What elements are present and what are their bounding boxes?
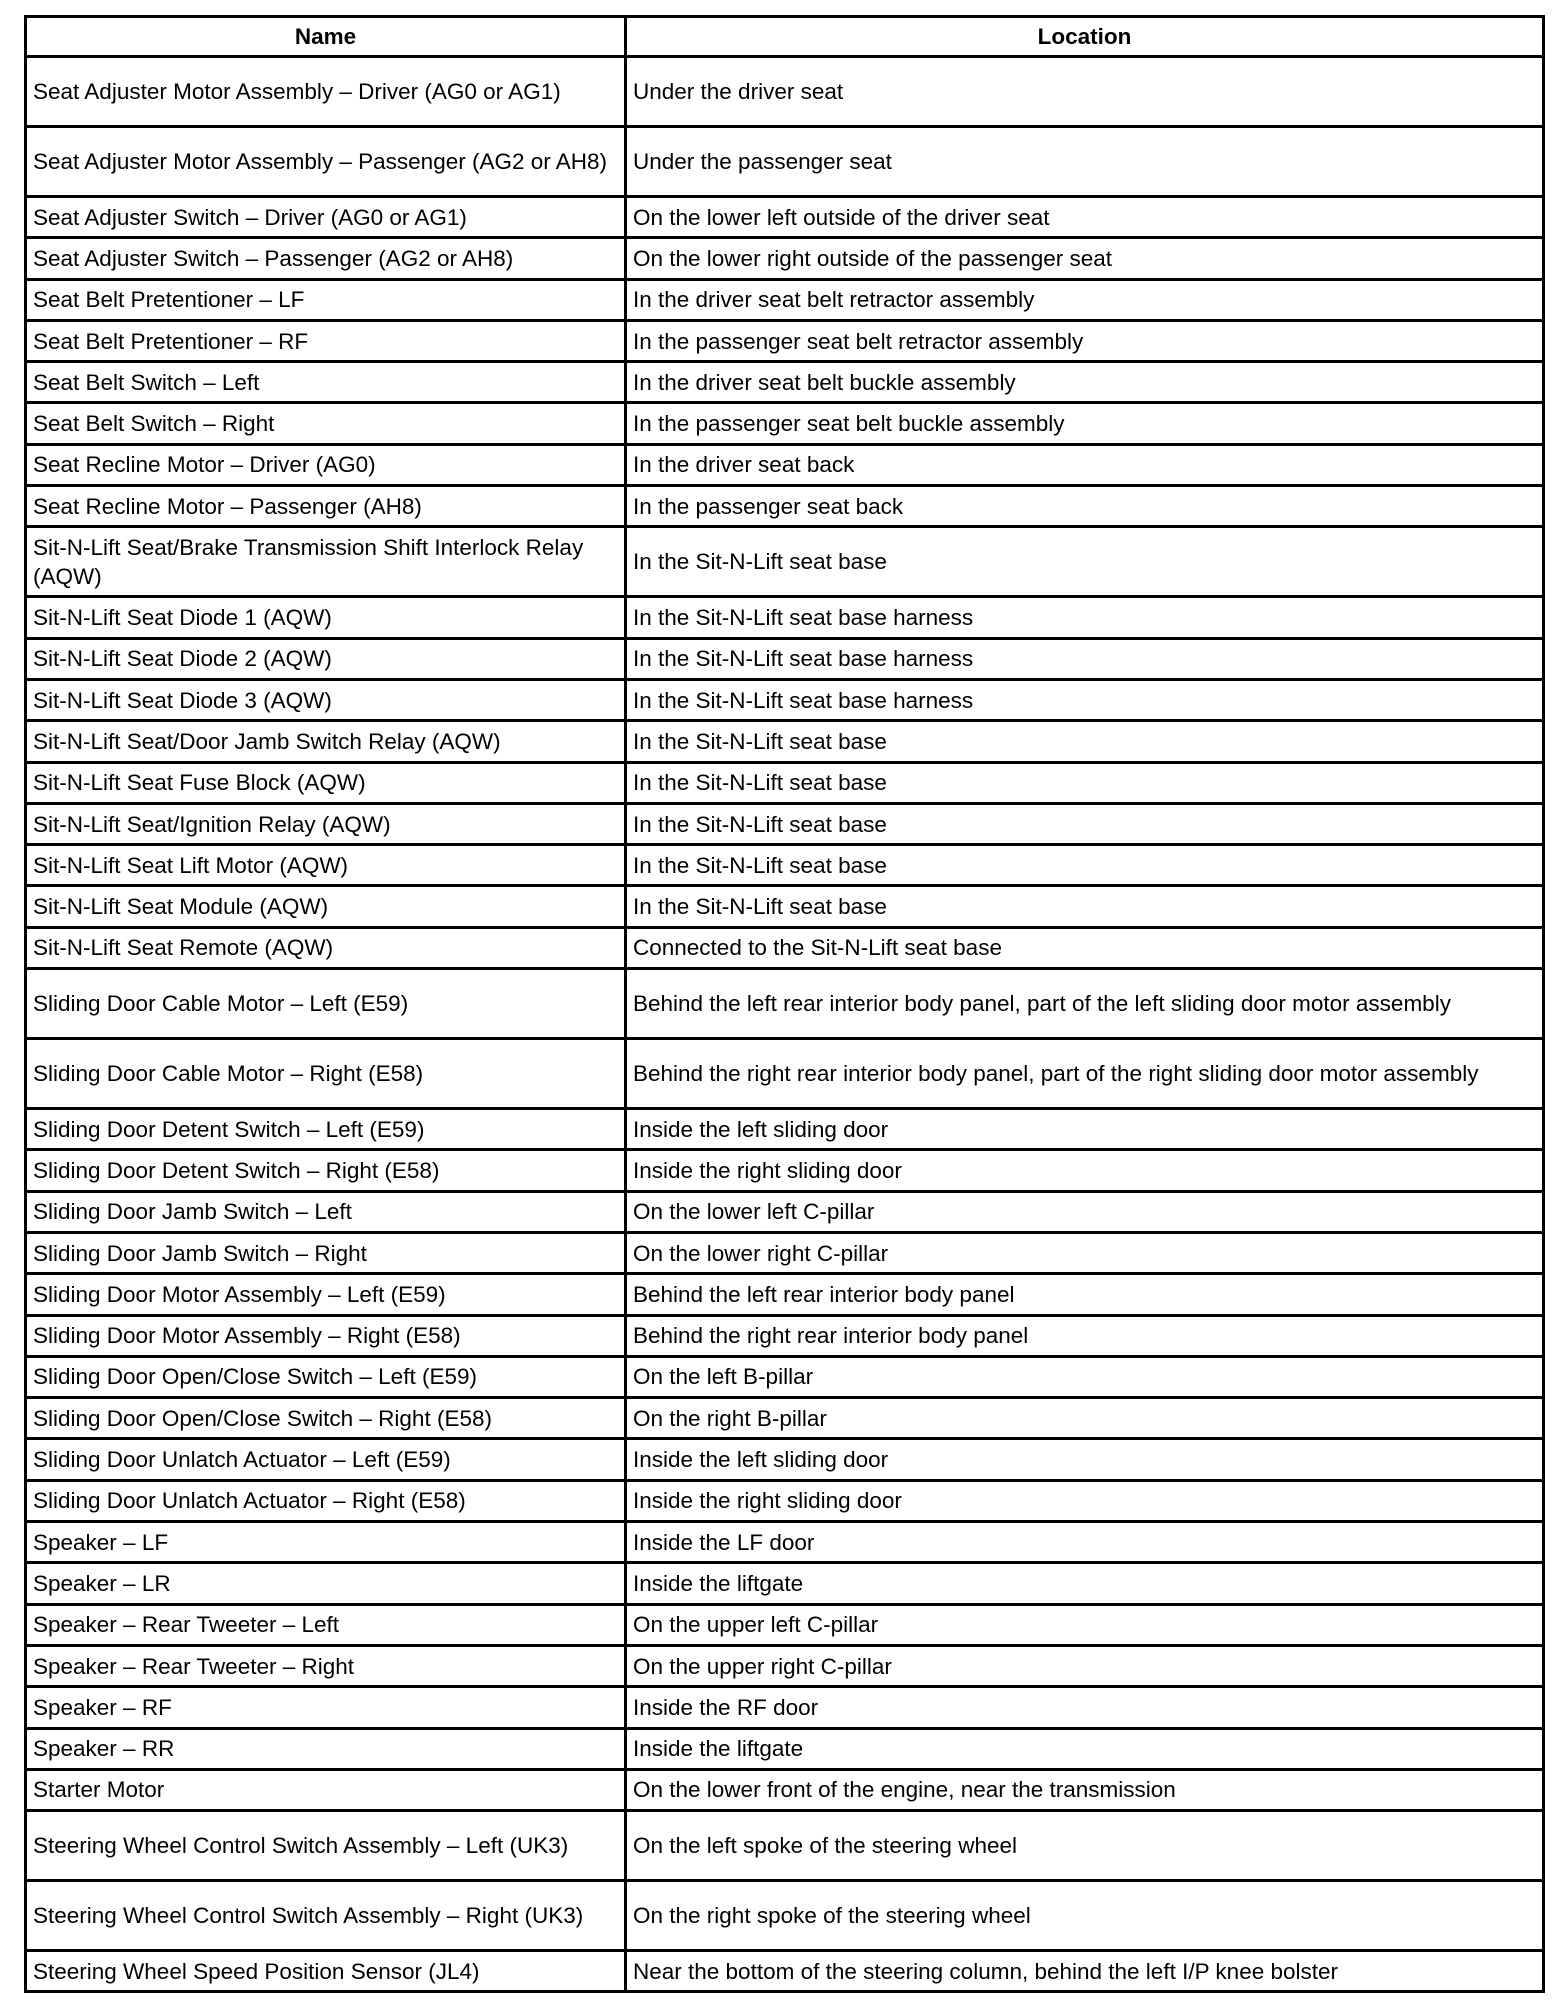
cell-name: Seat Adjuster Switch – Driver (AG0 or AG1): [26, 197, 626, 238]
cell-name: Sit-N-Lift Seat Remote (AQW): [26, 927, 626, 968]
cell-name: Sliding Door Jamb Switch – Right: [26, 1232, 626, 1273]
cell-location: In the driver seat back: [626, 444, 1544, 485]
cell-location: Connected to the Sit-N-Lift seat base: [626, 927, 1544, 968]
cell-name: Sliding Door Unlatch Actuator – Left (E59): [26, 1439, 626, 1480]
cell-name: Seat Adjuster Motor Assembly – Passenger (AG2 or AH8): [26, 127, 626, 197]
cell-location: On the right B-pillar: [626, 1398, 1544, 1439]
cell-name: Speaker – Rear Tweeter – Right: [26, 1645, 626, 1686]
table-row: [26, 1191, 1544, 1232]
table-row: [26, 1150, 1544, 1191]
cell-name: Seat Adjuster Switch – Passenger (AG2 or AH8): [26, 238, 626, 279]
cell-name: Sit-N-Lift Seat/Ignition Relay (AQW): [26, 803, 626, 844]
cell-location: In the Sit-N-Lift seat base: [626, 527, 1544, 597]
cell-name: Seat Belt Pretentioner – RF: [26, 320, 626, 361]
cell-location: In the Sit-N-Lift seat base harness: [626, 597, 1544, 638]
cell-location: On the right spoke of the steering wheel: [626, 1881, 1544, 1951]
cell-location: Behind the right rear interior body panel: [626, 1315, 1544, 1356]
cell-location: Near the bottom of the steering column, behind the left I/P knee bolster: [626, 1951, 1544, 1992]
component-location-table-wrapper: [24, 15, 1542, 1993]
table-row: [26, 1951, 1544, 1992]
table-row: [26, 1398, 1544, 1439]
cell-name: Speaker – RR: [26, 1728, 626, 1769]
cell-location: On the left B-pillar: [626, 1356, 1544, 1397]
cell-name: Sliding Door Motor Assembly – Right (E58): [26, 1315, 626, 1356]
table-row: [26, 1274, 1544, 1315]
table-row: [26, 1769, 1544, 1810]
cell-name: Sit-N-Lift Seat Fuse Block (AQW): [26, 762, 626, 803]
cell-name: Seat Belt Switch – Right: [26, 403, 626, 444]
cell-name: Seat Adjuster Motor Assembly – Driver (AG0 or AG1): [26, 57, 626, 127]
cell-location: In the Sit-N-Lift seat base: [626, 845, 1544, 886]
cell-name: Sit-N-Lift Seat/Brake Transmission Shift Interlock Relay (AQW): [26, 527, 626, 597]
table-header: [26, 17, 1544, 57]
table-row: [26, 1356, 1544, 1397]
cell-name: Sit-N-Lift Seat Lift Motor (AQW): [26, 845, 626, 886]
table-row: [26, 238, 1544, 279]
cell-location: On the lower front of the engine, near the transmission: [626, 1769, 1544, 1810]
cell-location: Behind the left rear interior body panel: [626, 1274, 1544, 1315]
cell-location: On the lower left C-pillar: [626, 1191, 1544, 1232]
cell-location: Inside the LF door: [626, 1522, 1544, 1563]
cell-name: Speaker – Rear Tweeter – Left: [26, 1604, 626, 1645]
cell-name: Seat Recline Motor – Passenger (AH8): [26, 486, 626, 527]
cell-location: Inside the right sliding door: [626, 1480, 1544, 1521]
cell-name: Sliding Door Open/Close Switch – Left (E59): [26, 1356, 626, 1397]
cell-name: Speaker – LF: [26, 1522, 626, 1563]
table-row: [26, 1687, 1544, 1728]
cell-location: Behind the right rear interior body panel, part of the right sliding door motor assembly: [626, 1039, 1544, 1109]
table-row: [26, 597, 1544, 638]
table-row: [26, 845, 1544, 886]
cell-name: Sliding Door Detent Switch – Left (E59): [26, 1109, 626, 1150]
cell-name: Sliding Door Unlatch Actuator – Right (E58): [26, 1480, 626, 1521]
cell-name: Speaker – RF: [26, 1687, 626, 1728]
cell-location: Behind the left rear interior body panel, part of the left sliding door motor assembly: [626, 969, 1544, 1039]
table-row: [26, 1039, 1544, 1109]
table-row: [26, 279, 1544, 320]
table-row: [26, 486, 1544, 527]
table-row: [26, 1232, 1544, 1273]
cell-name: Speaker – LR: [26, 1563, 626, 1604]
table-row: [26, 57, 1544, 127]
table-row: [26, 1439, 1544, 1480]
cell-location: In the passenger seat back: [626, 486, 1544, 527]
cell-location: Inside the left sliding door: [626, 1439, 1544, 1480]
table-row: [26, 1811, 1544, 1881]
cell-location: In the driver seat belt retractor assembly: [626, 279, 1544, 320]
table-row: [26, 927, 1544, 968]
cell-name: Sit-N-Lift Seat Diode 3 (AQW): [26, 679, 626, 720]
cell-location: In the passenger seat belt retractor assembly: [626, 320, 1544, 361]
cell-location: On the lower right outside of the passenger seat: [626, 238, 1544, 279]
table-row: [26, 638, 1544, 679]
cell-location: In the Sit-N-Lift seat base: [626, 803, 1544, 844]
table-row: [26, 362, 1544, 403]
table-row: [26, 1881, 1544, 1951]
column-header-name: Name: [26, 17, 626, 57]
cell-location: Inside the left sliding door: [626, 1109, 1544, 1150]
cell-name: Sit-N-Lift Seat Diode 2 (AQW): [26, 638, 626, 679]
table-row: [26, 762, 1544, 803]
cell-location: In the Sit-N-Lift seat base: [626, 886, 1544, 927]
cell-name: Sit-N-Lift Seat Diode 1 (AQW): [26, 597, 626, 638]
cell-name: Sliding Door Motor Assembly – Left (E59): [26, 1274, 626, 1315]
cell-name: Sit-N-Lift Seat/Door Jamb Switch Relay (AQW): [26, 721, 626, 762]
table-row: [26, 803, 1544, 844]
table-row: [26, 197, 1544, 238]
table-row: [26, 1645, 1544, 1686]
cell-location: In the Sit-N-Lift seat base harness: [626, 638, 1544, 679]
table-row: [26, 721, 1544, 762]
table-row: [26, 444, 1544, 485]
cell-location: On the left spoke of the steering wheel: [626, 1811, 1544, 1881]
table-row: [26, 1728, 1544, 1769]
cell-location: In the driver seat belt buckle assembly: [626, 362, 1544, 403]
cell-name: Seat Belt Switch – Left: [26, 362, 626, 403]
table-row: [26, 1480, 1544, 1521]
cell-location: In the Sit-N-Lift seat base harness: [626, 679, 1544, 720]
cell-location: Under the passenger seat: [626, 127, 1544, 197]
cell-location: Inside the liftgate: [626, 1728, 1544, 1769]
cell-location: Inside the right sliding door: [626, 1150, 1544, 1191]
table-row: [26, 527, 1544, 597]
cell-location: In the passenger seat belt buckle assembly: [626, 403, 1544, 444]
cell-name: Steering Wheel Speed Position Sensor (JL4): [26, 1951, 626, 1992]
cell-name: Sliding Door Detent Switch – Right (E58): [26, 1150, 626, 1191]
table-row: [26, 679, 1544, 720]
table-row: [26, 1563, 1544, 1604]
cell-location: In the Sit-N-Lift seat base: [626, 721, 1544, 762]
cell-location: Under the driver seat: [626, 57, 1544, 127]
cell-location: In the Sit-N-Lift seat base: [626, 762, 1544, 803]
table-body: [26, 57, 1544, 1992]
cell-location: On the upper right C-pillar: [626, 1645, 1544, 1686]
component-location-table: [24, 15, 1545, 1993]
column-header-location: Location: [626, 17, 1544, 57]
cell-location: On the lower right C-pillar: [626, 1232, 1544, 1273]
cell-name: Sliding Door Open/Close Switch – Right (E58): [26, 1398, 626, 1439]
table-row: [26, 969, 1544, 1039]
table-row: [26, 1522, 1544, 1563]
cell-location: Inside the liftgate: [626, 1563, 1544, 1604]
cell-name: Sliding Door Jamb Switch – Left: [26, 1191, 626, 1232]
header-row: [26, 17, 1544, 57]
table-row: [26, 886, 1544, 927]
cell-location: Inside the RF door: [626, 1687, 1544, 1728]
cell-location: On the lower left outside of the driver seat: [626, 197, 1544, 238]
table-row: [26, 403, 1544, 444]
cell-name: Sliding Door Cable Motor – Right (E58): [26, 1039, 626, 1109]
cell-location: On the upper left C-pillar: [626, 1604, 1544, 1645]
cell-name: Seat Belt Pretentioner – LF: [26, 279, 626, 320]
cell-name: Steering Wheel Control Switch Assembly – Left (UK3): [26, 1811, 626, 1881]
table-row: [26, 127, 1544, 197]
cell-name: Sliding Door Cable Motor – Left (E59): [26, 969, 626, 1039]
cell-name: Seat Recline Motor – Driver (AG0): [26, 444, 626, 485]
table-row: [26, 320, 1544, 361]
cell-name: Steering Wheel Control Switch Assembly – Right (UK3): [26, 1881, 626, 1951]
table-row: [26, 1315, 1544, 1356]
cell-name: Sit-N-Lift Seat Module (AQW): [26, 886, 626, 927]
table-row: [26, 1109, 1544, 1150]
table-row: [26, 1604, 1544, 1645]
cell-name: Starter Motor: [26, 1769, 626, 1810]
